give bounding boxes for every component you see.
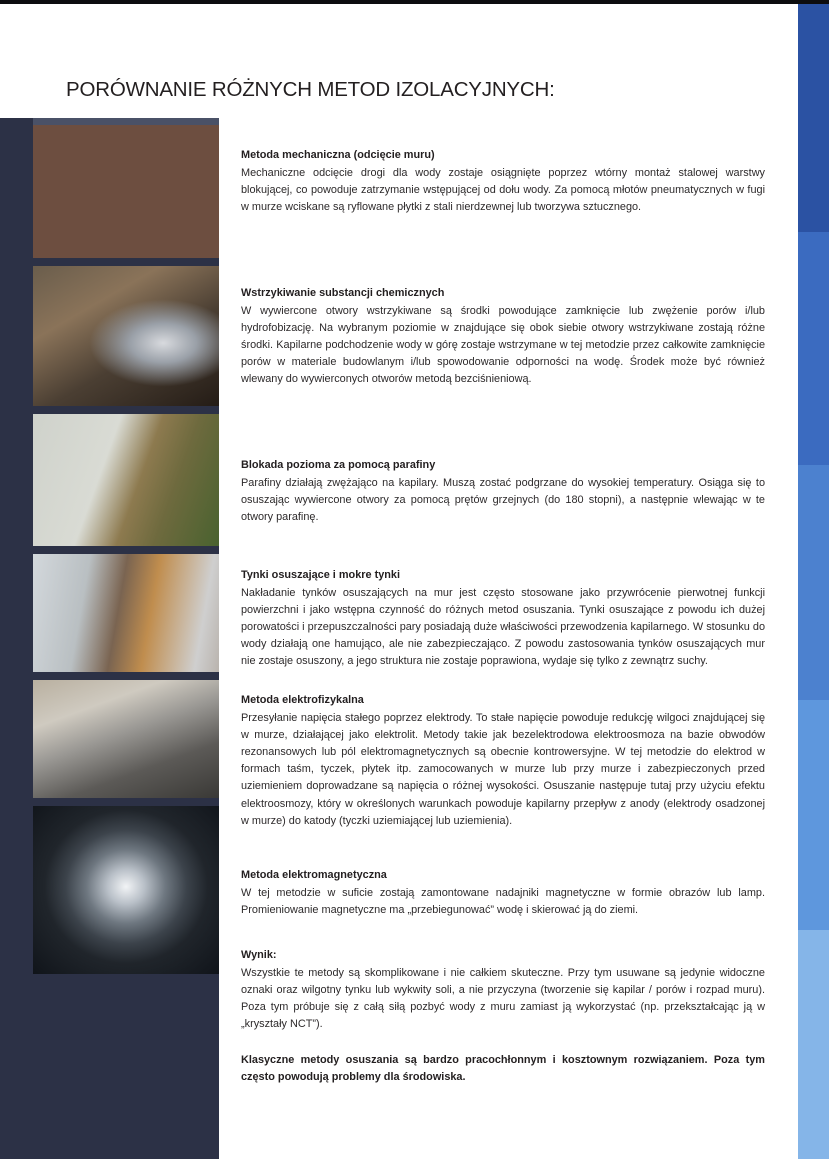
page-title: PORÓWNANIE RÓŻNYCH METOD IZOLACYJNYCH: (66, 78, 555, 101)
section-heading: Metoda mechaniczna (odcięcie muru) (241, 149, 435, 161)
section-blokada-pozioma-parafina (241, 458, 765, 526)
photo-electrophysical (33, 680, 219, 798)
photo-chemical-injection (33, 266, 219, 406)
section-heading: Metoda elektrofizykalna (241, 694, 364, 706)
photo-drying-plaster (33, 554, 219, 672)
section-heading: Wynik: (241, 949, 277, 961)
section-wynik (241, 948, 765, 1033)
section-body: Nakładanie tynków osuszających na mur jest często stosowane jako przywrócenie pierwotnej funkcji powierzchni i jako wstępna czynność do różnych metod osuszania. Tynki osuszające z powodu ich dużej porowatości i przepuszczalności pary posiadają duże właściwości przewodzenia kapilarnego. W stosunku do wody działają one hamująco, ale nie zabezpieczająco. Z powodu zastosowania tynków osuszających mur nie zostaje osuszony, a jego struktura nie zostaje poprawiona, wydaje się tylko z zewnątrz suchy. (241, 586, 765, 668)
photo-paraffin-blockade (33, 414, 219, 546)
rail-block-4 (798, 700, 829, 930)
photo-mechanical-sawing (33, 118, 219, 258)
photo-column (0, 118, 219, 1159)
section-body: W tej metodzie w suficie zostają zamontowane nadajniki magnetyczne w formie obrazów lub lamp. Promieniowanie magnetyczne ma „przebiegunować” wodę i skierować ją do ziemi. (241, 886, 765, 916)
rail-block-1 (798, 4, 829, 232)
section-heading: Tynki osuszające i mokre tynki (241, 569, 400, 581)
section-heading: Blokada pozioma za pomocą parafiny (241, 459, 436, 471)
rail-block-3 (798, 465, 829, 700)
section-body: Wszystkie te metody są skomplikowane i nie całkiem skuteczne. Przy tym usuwane są jedynie widoczne oznaki oraz wilgotny tynku lub wykwity soli, a nie przyczyna (tworzenie się kapilar / porów i rozpad muru). Poza tym próbuje się z całą siłą pozbyć wody z muru zamiast ją wykorzystać (np. przekształcając ją w „kryształy NCT”). (241, 966, 765, 1031)
rail-block-5 (798, 930, 829, 1159)
section-metoda-elektromagnetyczna (241, 868, 765, 919)
rail-block-2 (798, 232, 829, 465)
section-metoda-mechaniczna (241, 148, 765, 216)
decorative-blue-rail (798, 4, 829, 1159)
section-metoda-elektrofizykalna (241, 693, 765, 830)
section-tynki-osuszajace (241, 568, 765, 671)
section-body: Klasyczne metody osuszania są bardzo pracochłonnym i kosztownym rozwiązaniem. Poza tym często powodują problemy dla środowiska. (241, 1054, 765, 1084)
section-heading: Metoda elektromagnetyczna (241, 869, 387, 881)
photo-strip (33, 118, 219, 974)
section-body: W wywiercone otwory wstrzykiwane są środki powodujące zamknięcie lub zwężenie porów i/lub hydrofobizację. Na wybranym poziomie w znajdujące się obok siebie otwory wstrzykiwane zostają różne środki. Kapilarne podchodzenie wody w górę zostaje wstrzymane w tej metodzie przez całkowite zamknięcie porów w materiale budowlanym i/lub spowodowanie odporności na wodę. Środek może być również wlewany do wywierconych otworów metodą bezciśnieniową. (241, 304, 765, 386)
section-body: Przesyłanie napięcia stałego poprzez elektrody. To stałe napięcie powoduje redukcję wilgoci znajdującej się w murze, działającej jako elektrolit. Metody takie jak bezelektrodowa elektroosmoza na bazie obwodów rezonansowych lub pól elektromagnetycznych są obecnie kontrowersyjne. W tej metodzie do elektrod w formach taśm, tyczek, płytek itp. zamocowanych w murze lub przy murze i zabezpieczonych przed uziemieniem doprowadzane są napięcia o różnej wysokości. Osuszanie następuje tutaj przy użyciu efektu elektroosmozy, który w określonych warunkach powoduje kapilarny przepływ z anody (elektrody osadzonej w murze) do katody (tyczki uziemiającej lub uziemienia). (241, 711, 765, 827)
section-body: Parafiny działają zwężająco na kapilary. Muszą zostać podgrzane do wysokiej temperatury. Osiąga się to osuszając wywiercone otwory za pomocą prętów grzejnych (do 180 stopni), a następnie wlewając w te otwory parafinę. (241, 476, 765, 523)
top-rule-divider (0, 0, 829, 4)
section-podsumowanie (241, 1052, 765, 1086)
photo-electromagnetic (33, 806, 219, 974)
section-wstrzykiwanie-substancji-chemicznych (241, 286, 765, 389)
section-heading: Wstrzykiwanie substancji chemicznych (241, 287, 445, 299)
section-body: Mechaniczne odcięcie drogi dla wody zostaje osiągnięte poprzez wtórny montaż stalowej warstwy blokującej, co powoduje zatrzymanie wstępującej od dołu wody. Za pomocą młotów pneumatycznych w fugi w murze wciskane są ryflowane płytki z stali nierdzewnej lub tworzywa sztucznego. (241, 166, 765, 213)
